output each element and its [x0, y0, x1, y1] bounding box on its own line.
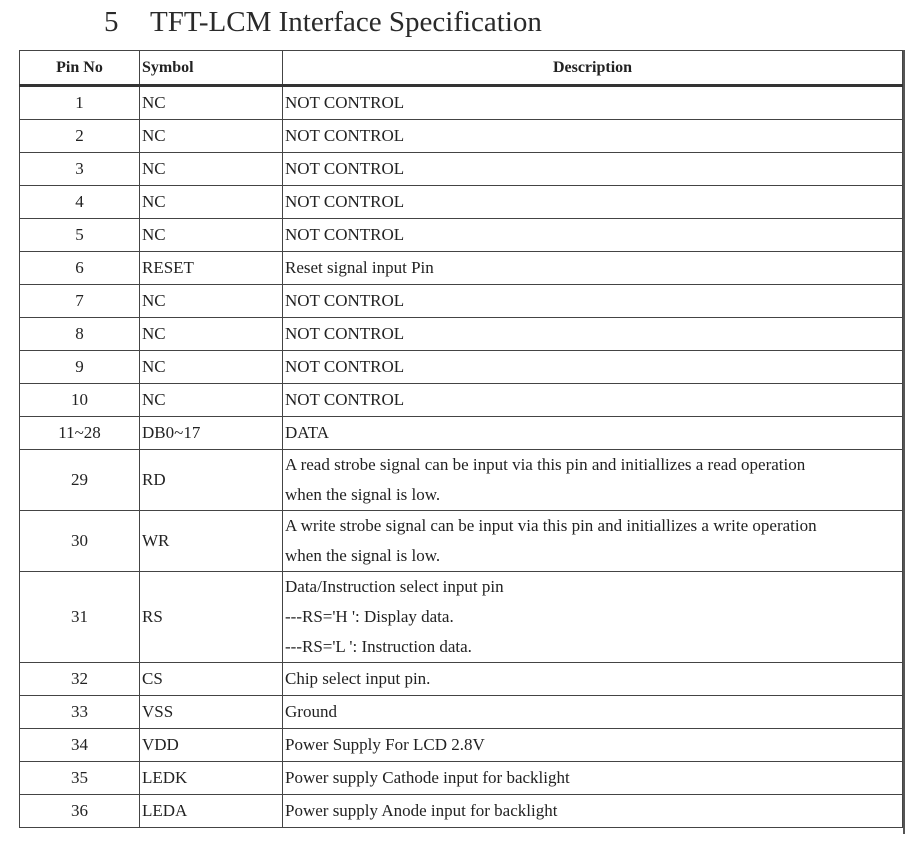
- pin-number-cell: 34: [20, 729, 140, 762]
- section-heading: [104, 4, 542, 40]
- description-line: Power supply Cathode input for backlight: [285, 768, 570, 787]
- description-line: ---RS='L ': Instruction data.: [285, 637, 472, 656]
- description-cell: [283, 417, 903, 450]
- symbol-cell: RD: [140, 450, 283, 511]
- table-row: [20, 318, 903, 351]
- description-line: Ground: [285, 702, 337, 721]
- description-line: NOT CONTROL: [285, 126, 405, 145]
- table-row: [20, 186, 903, 219]
- pin-number-cell: 10: [20, 384, 140, 417]
- description-cell: [283, 351, 903, 384]
- description-cell: [283, 186, 903, 219]
- table-row: [20, 219, 903, 252]
- pin-number-cell: 1: [20, 86, 140, 120]
- table-header-row: [20, 51, 903, 86]
- symbol-cell: DB0~17: [140, 417, 283, 450]
- description-cell: [283, 153, 903, 186]
- pin-number-cell: 31: [20, 572, 140, 663]
- description-cell: [283, 729, 903, 762]
- description-cell: [283, 450, 903, 511]
- pin-spec-table: [19, 50, 903, 828]
- description-line: Power Supply For LCD 2.8V: [285, 735, 485, 754]
- description-cell: [283, 86, 903, 120]
- description-cell: [283, 663, 903, 696]
- description-cell: [283, 285, 903, 318]
- table-row: [20, 153, 903, 186]
- pin-number-cell: 36: [20, 795, 140, 828]
- pin-number-cell: 5: [20, 219, 140, 252]
- description-line: NOT CONTROL: [285, 225, 405, 244]
- table-row: [20, 384, 903, 417]
- table-row: [20, 252, 903, 285]
- description-cell: [283, 219, 903, 252]
- description-line: when the signal is low.: [285, 546, 441, 565]
- pin-number-cell: 29: [20, 450, 140, 511]
- pin-number-cell: 8: [20, 318, 140, 351]
- description-line: DATA: [285, 423, 329, 442]
- symbol-cell: NC: [140, 86, 283, 120]
- table-body: [20, 86, 903, 828]
- symbol-cell: NC: [140, 384, 283, 417]
- description-cell: [283, 511, 903, 572]
- symbol-cell: VSS: [140, 696, 283, 729]
- symbol-cell: NC: [140, 285, 283, 318]
- symbol-cell: NC: [140, 120, 283, 153]
- pin-number-cell: 7: [20, 285, 140, 318]
- symbol-cell: WR: [140, 511, 283, 572]
- symbol-cell: NC: [140, 219, 283, 252]
- pin-number-cell: 2: [20, 120, 140, 153]
- symbol-cell: LEDK: [140, 762, 283, 795]
- table-row: [20, 285, 903, 318]
- table-row: [20, 696, 903, 729]
- table-row: [20, 572, 903, 663]
- description-cell: [283, 696, 903, 729]
- description-line: Power supply Anode input for backlight: [285, 801, 558, 820]
- description-line: NOT CONTROL: [285, 291, 405, 310]
- description-line: Chip select input pin.: [285, 669, 431, 688]
- symbol-cell: NC: [140, 318, 283, 351]
- description-line: Data/Instruction select input pin: [285, 577, 504, 596]
- description-cell: [283, 318, 903, 351]
- pin-number-cell: 3: [20, 153, 140, 186]
- description-line: A write strobe signal can be input via this pin and initiallizes a write operation: [285, 516, 817, 535]
- section-number: 5: [104, 6, 119, 38]
- description-cell: [283, 120, 903, 153]
- table-row: [20, 762, 903, 795]
- pin-number-cell: 35: [20, 762, 140, 795]
- table-row: [20, 511, 903, 572]
- description-line: NOT CONTROL: [285, 390, 405, 409]
- header-description: Description: [283, 51, 903, 86]
- table-row: [20, 86, 903, 120]
- description-line: ---RS='H ': Display data.: [285, 607, 454, 626]
- pin-number-cell: 30: [20, 511, 140, 572]
- description-line: NOT CONTROL: [285, 357, 405, 376]
- pin-number-cell: 11~28: [20, 417, 140, 450]
- description-cell: [283, 572, 903, 663]
- symbol-cell: NC: [140, 351, 283, 384]
- table-row: [20, 417, 903, 450]
- description-cell: [283, 384, 903, 417]
- section-title: TFT-LCM Interface Specification: [150, 6, 542, 38]
- pin-number-cell: 6: [20, 252, 140, 285]
- description-line: NOT CONTROL: [285, 93, 405, 112]
- table-row: [20, 450, 903, 511]
- description-cell: [283, 252, 903, 285]
- table-row: [20, 795, 903, 828]
- symbol-cell: VDD: [140, 729, 283, 762]
- description-line: Reset signal input Pin: [285, 258, 434, 277]
- symbol-cell: LEDA: [140, 795, 283, 828]
- description-line: NOT CONTROL: [285, 192, 405, 211]
- description-line: when the signal is low.: [285, 485, 441, 504]
- table-row: [20, 351, 903, 384]
- pin-number-cell: 9: [20, 351, 140, 384]
- table-row: [20, 120, 903, 153]
- pin-number-cell: 33: [20, 696, 140, 729]
- symbol-cell: RESET: [140, 252, 283, 285]
- description-line: NOT CONTROL: [285, 159, 405, 178]
- header-symbol: Symbol: [140, 51, 283, 86]
- description-line: A read strobe signal can be input via this pin and initiallizes a read operation: [285, 455, 806, 474]
- table-row: [20, 729, 903, 762]
- pin-number-cell: 4: [20, 186, 140, 219]
- pin-number-cell: 32: [20, 663, 140, 696]
- symbol-cell: CS: [140, 663, 283, 696]
- table-row: [20, 663, 903, 696]
- symbol-cell: NC: [140, 153, 283, 186]
- symbol-cell: RS: [140, 572, 283, 663]
- description-cell: [283, 795, 903, 828]
- description-cell: [283, 762, 903, 795]
- header-pin-no: Pin No: [20, 51, 140, 86]
- symbol-cell: NC: [140, 186, 283, 219]
- description-line: NOT CONTROL: [285, 324, 405, 343]
